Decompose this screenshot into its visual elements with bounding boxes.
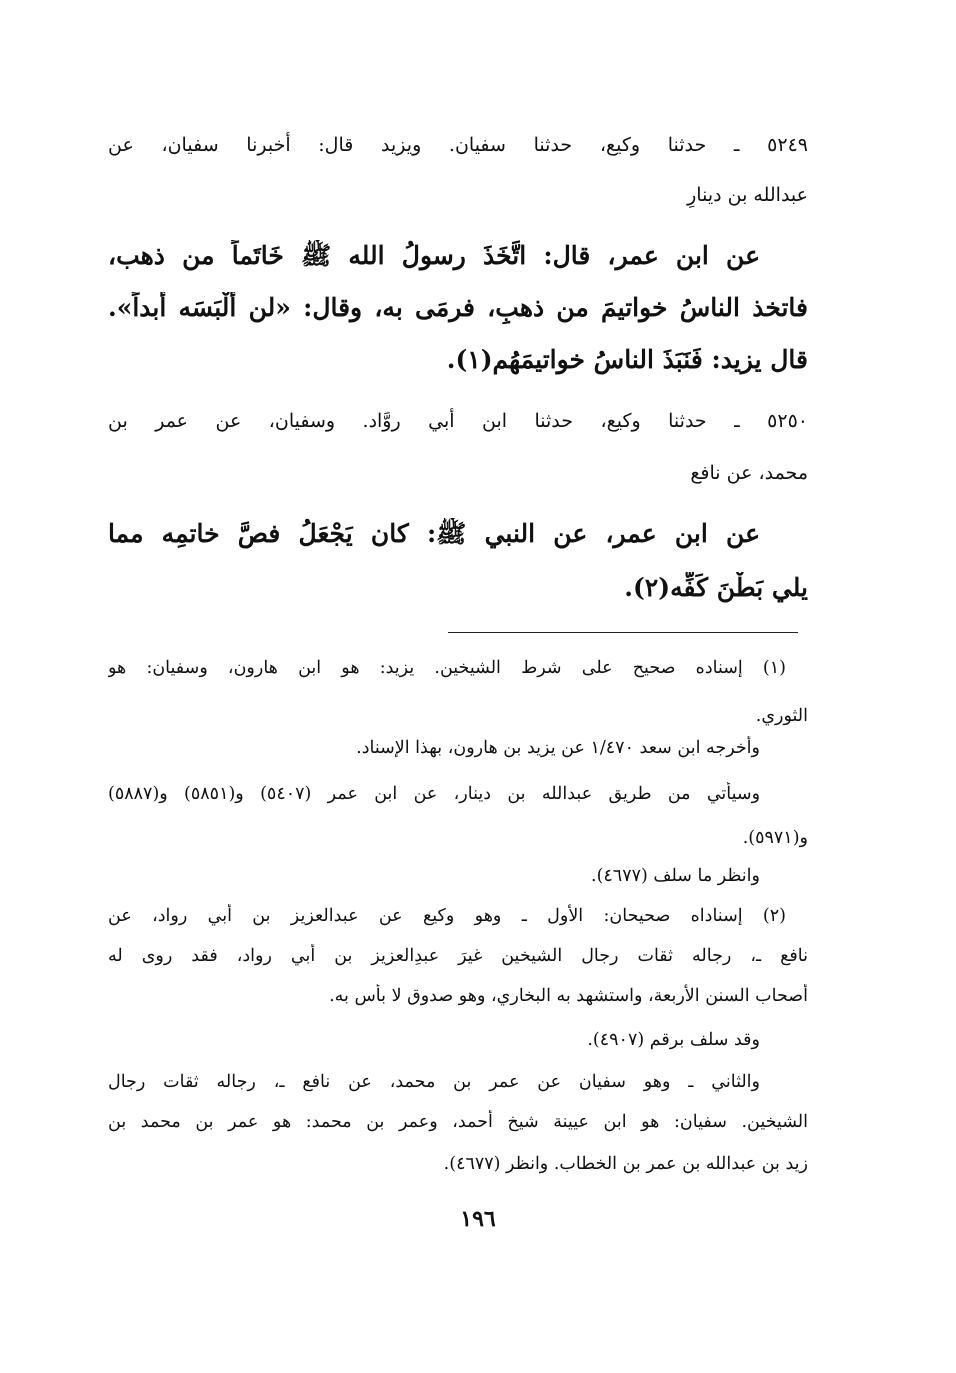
footnote-2-line-7: زيد بن عبدالله بن عمر بن الخطاب. وانظر (٤٦٧٧). [443,1154,808,1174]
hadith-5249-matn-line-3: قال يزيد: فَنَبَذَ الناسُ خواتيمَهُم(١). [446,345,808,374]
page-number: ١٩٦ [460,1206,496,1232]
hadith-5249-matn-line-1: عن ابن عمر، قال: اتَّخَذَ رسولُ الله ﷺ خَاتَماً من ذهب، [108,241,760,270]
footnote-2-line-1: (٢) إسناداه صحيحان: الأول ـ وهو وكيع عن عبدالعزيز بن أبي رواد، عن [108,906,786,926]
hadith-5250-matn-line-1: عن ابن عمر، عن النبي ﷺ: كان يَجْعَلُ فصَّ خاتمِه مما [108,519,760,548]
hadith-5250-isnad-line-2: محمد، عن نافع [690,462,808,484]
footnote-1-line-2: الثوري. [755,706,808,726]
hadith-5250-matn-line-2: يلي بَطْنَ كَفِّه(٢). [624,573,808,602]
footnote-1-line-6: وانظر ما سلف (٤٦٧٧). [591,866,760,886]
hadith-5249-isnad-line-2: عبدالله بن دينارٍ [687,184,808,206]
footnote-1-line-4: وسيأتي من طريق عبدالله بن دينار، عن ابن عمر (٥٤٠٧) و(٥٨٥١) و(٥٨٨٧) [108,784,760,804]
footnote-2-line-6: الشيخين. سفيان: هو ابن عيينة شيخ أحمد، وعمر بن محمد: هو عمر بن محمد بن [108,1112,808,1132]
footnote-1-line-3: وأخرجه ابن سعد ١/٤٧٠ عن يزيد بن هارون، بهذا الإسناد. [356,738,760,758]
footnote-1-line-5: و(٥٩٧١). [742,828,808,848]
hadith-5250-isnad-line-1: ٥٢٥٠ ـ حدثنا وكيع، حدثنا ابن أبي روَّاد. وسفيان، عن عمر بن [108,410,808,432]
footnote-2-line-5: والثاني ـ وهو سفيان عن عمر بن محمد، عن نافع ـ، رجاله ثقات رجال [108,1072,760,1092]
footnote-separator [448,632,798,633]
footnote-2-line-3: أصحاب السنن الأربعة، واستشهد به البخاري، وهو صدوق لا بأس به. [329,986,808,1006]
footnote-2-line-4: وقد سلف برقم (٤٩٠٧). [587,1030,760,1050]
footnote-1-line-1: (١) إسناده صحيح على شرط الشيخين. يزيد: هو ابن هارون، وسفيان: هو [108,658,786,678]
hadith-5249-isnad-line-1: ٥٢٤٩ ـ حدثنا وكيع، حدثنا سفيان. ويزيد قال: أخبرنا سفيان، عن [108,134,808,156]
hadith-5249-matn-line-2: فاتخذ الناسُ خواتيمَ من ذهبٍ، فرمَى به، وقال: «لن أَلْبَسَه أبداً». [108,293,808,322]
footnote-2-line-2: نافع ـ، رجاله ثقات رجال الشيخين غيرَ عبدِالعزيز بن أبي رواد، فقد روى له [108,946,808,966]
